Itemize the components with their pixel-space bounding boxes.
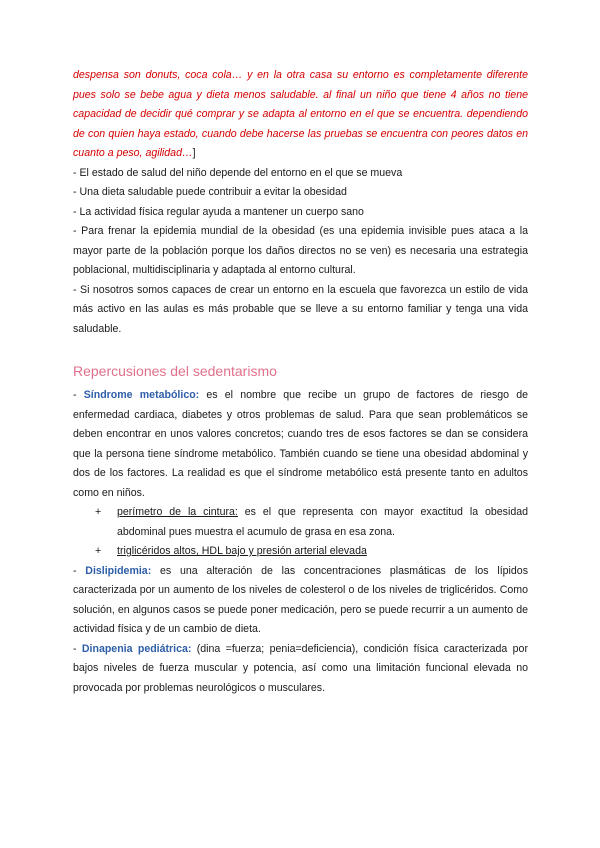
list-item: + perímetro de la cintura: es el que representa con mayor exactitud la obesidad abdominal pues muestra el acumulo de grasa en esa zona. — [95, 503, 528, 542]
term-dislipidemia: Dislipidemia: — [85, 564, 152, 577]
bracket-close: ] — [192, 147, 196, 159]
dislipidemia-paragraph: - Dislipidemia: es una alteración de las concentraciones plasmáticas de los lípidos caracterizada por un aumento de los niveles de colesterol o de los niveles de triglicéridos. Como solución, en algunos casos se puede poner medicación, pero se puede recurrir a un aumento de actividad física y de un cambio de dieta. — [73, 564, 528, 635]
sindrome-sublist — [73, 503, 528, 562]
bullet-line: - Si nosotros somos capaces de crear un entorno en la escuela que favorezca un estilo de vida más activo en las aulas es más probable que se lleve a su entorno familiar y tenga una vida saludable. — [73, 283, 528, 335]
bullet-line: - La actividad física regular ayuda a mantener un cuerpo sano — [73, 205, 364, 218]
bullet-line: - Una dieta saludable puede contribuir a evitar la obesidad — [73, 186, 347, 198]
intro-red-paragraph: despensa son donuts, coca cola… y en la otra casa su entorno es completamente diferente pues solo se bebe agua y dieta menos saludable. al final un niño que tiene 4 años no tiene capacidad de decidir qué comprar y se adapta al entorno en el que se encuentra. dependiendo de con quien haya estado, cuando debe hacerse las pruebas se encuentra con peores datos en cuanto a peso, agilidad…] — [73, 69, 528, 159]
plus-bullet: + — [95, 545, 102, 557]
sindrome-paragraph: - Síndrome metabólico: es el nombre que recibe un grupo de factores de riesgo de enfermedad cardiaca, diabetes y otros problemas de salud. Para que sean problemáticos se deben encontrar en unos valores concretos; cuando tres de esos factores se dan se considera que la persona tiene síndrome metabólico. También cuando se tiene una obesidad abdominal y dos de los factores. La realidad es que el síndrome metabólico está presente tanto en adultos como en niños. — [73, 389, 529, 499]
bullet-line: - Para frenar la epidemia mundial de la obesidad (es una epidemia invisible pues ataca a la mayor parte de la población porque los daños directos no se ven) es necesaria una estrategia poblacional, multidisciplinaria y adaptada al entorno cultural. — [73, 225, 528, 276]
list-item: + triglicéridos altos, HDL bajo y presión arterial elevada — [95, 542, 528, 562]
dinapenia-paragraph: - Dinapenia pediátrica: (dina =fuerza; penia=deficiencia), condición física caracterizada por bajos niveles de fuerza muscular y potencia, así como una limitación funcional elevada no provocada por problemas neurológicos o musculares. — [73, 642, 528, 694]
term-dinapenia: Dinapenia pediátrica: — [81, 642, 192, 655]
term-sindrome: Síndrome metabólico: — [83, 389, 200, 401]
plus-bullet: + — [95, 506, 102, 518]
section-heading: Repercusiones del sedentarismo — [73, 363, 277, 379]
bullet-line: - El estado de salud del niño depende del entorno en el que se mueva — [73, 166, 403, 179]
